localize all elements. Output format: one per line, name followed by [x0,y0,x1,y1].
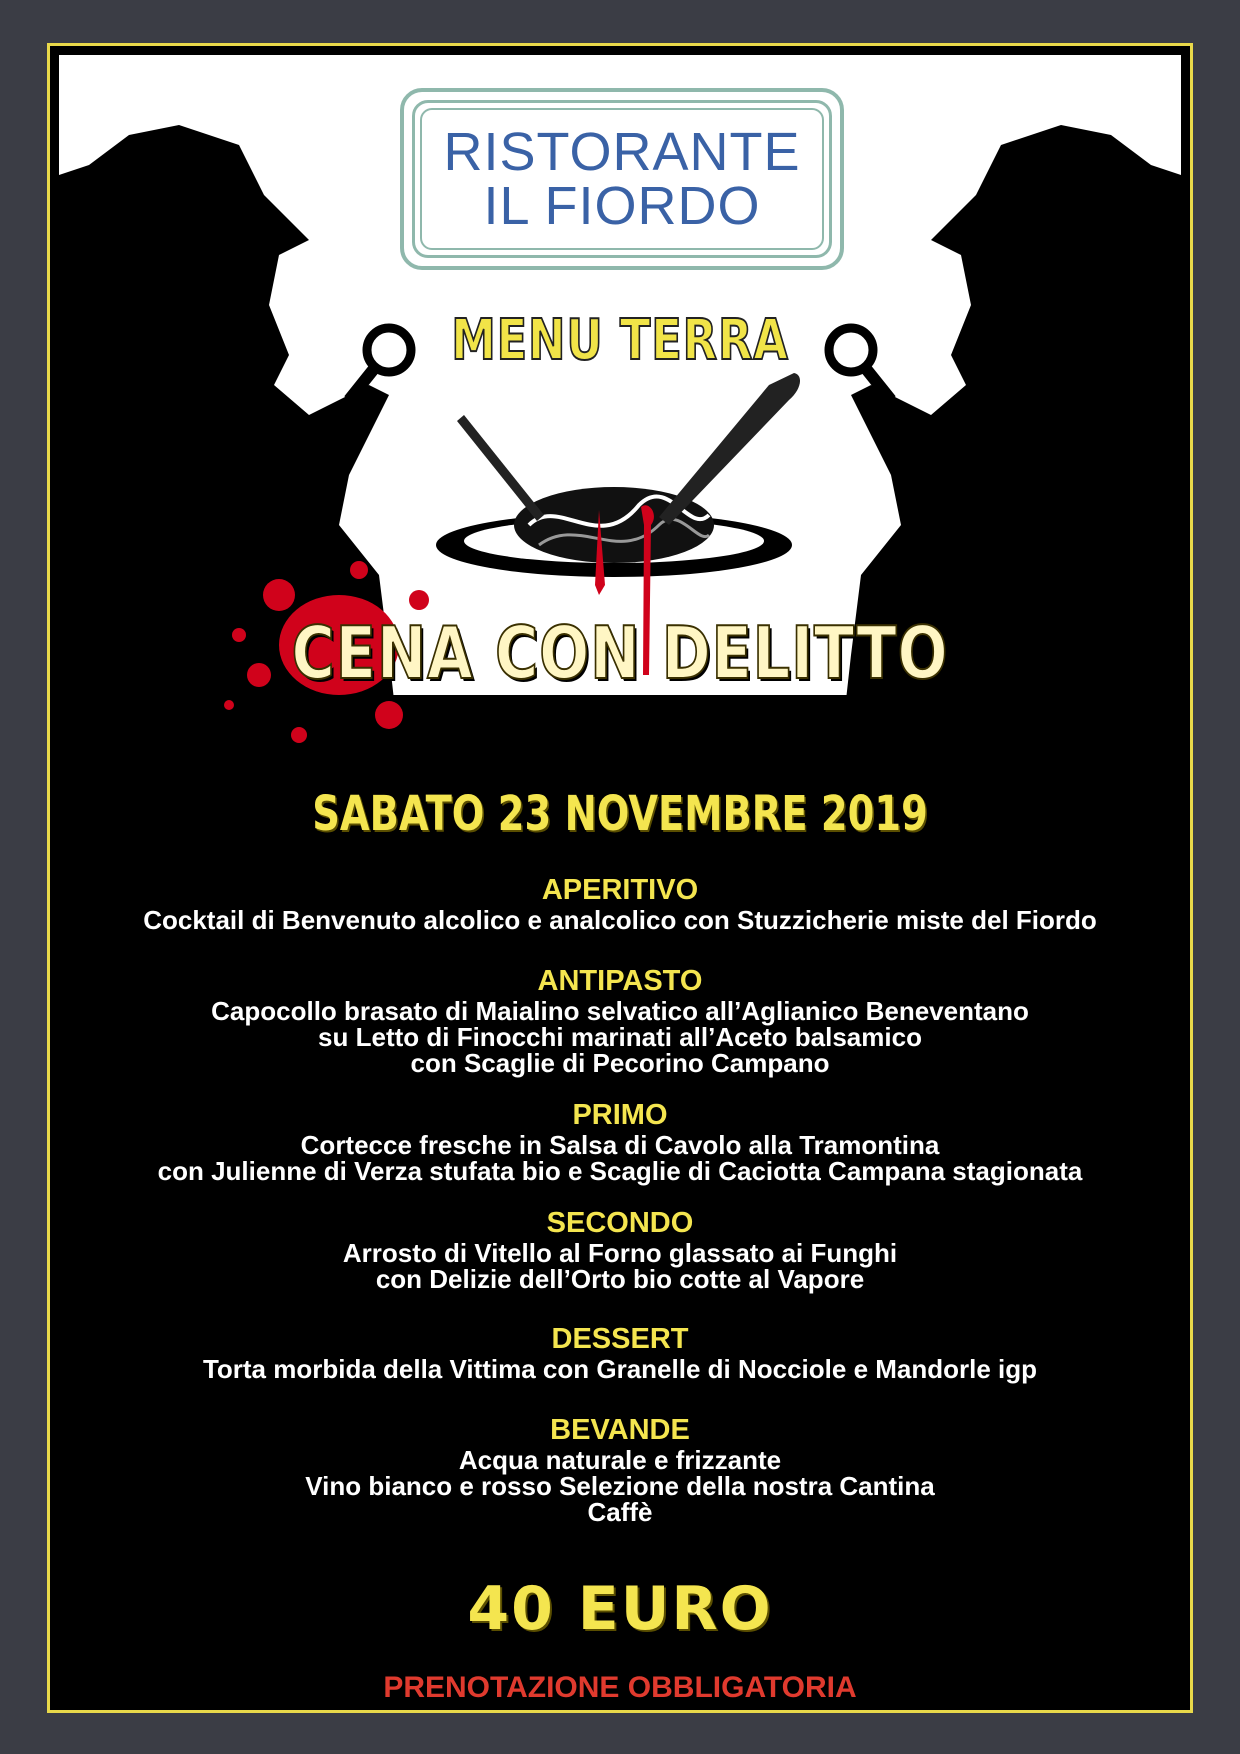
course-line: Cocktail di Benvenuto alcolico e analcolico con Stuzzicherie miste del Fiordo [143,905,1097,935]
course-primo [50,1098,1190,1184]
course-line: Arrosto di Vitello al Forno glassato ai Funghi [342,1238,898,1268]
logo-line-1: RISTORANTE [443,122,801,182]
course-secondo [50,1206,1190,1292]
course-heading: DESSERT [551,1323,689,1355]
logo-line-2: IL FIORDO [483,176,761,236]
course-aperitivo [50,873,1190,933]
course-line: Torta morbida della Vittima con Granelle di Nocciole e Mandorle igp [202,1354,1038,1384]
course-line: Acqua naturale e frizzante [458,1445,782,1475]
menu-poster [47,43,1193,1713]
course-line: Capocollo brasato di Maialino selvatico all’Aglianico Beneventano [211,996,1029,1026]
course-bevande [50,1413,1190,1525]
course-antipasto [50,964,1190,1076]
price: 40 EURO [467,1574,773,1644]
course-heading: PRIMO [572,1099,668,1131]
course-line: con Delizie dell’Orto bio cotte al Vapore [375,1264,865,1294]
course-heading: APERITIVO [541,874,699,906]
menu-title: MENU TERRA [451,308,789,373]
booking-note: PRENOTAZIONE OBBLIGATORIA [383,1671,857,1704]
course-heading: BEVANDE [550,1414,690,1446]
course-line: su Letto di Finocchi marinati all’Aceto balsamico [318,1022,922,1052]
course-line: con Julienne di Verza stufata bio e Scaglie di Caciotta Campana stagionata [157,1156,1083,1186]
course-line: Vino bianco e rosso Selezione della nostra Cantina [305,1471,935,1501]
course-dessert [50,1322,1190,1382]
course-line: Caffè [587,1497,653,1527]
course-heading: ANTIPASTO [537,965,703,997]
course-line: con Scaglie di Pecorino Campano [410,1048,830,1078]
course-heading: SECONDO [546,1207,694,1239]
event-title: CENA CON DELITTO [291,611,949,695]
course-line: Cortecce fresche in Salsa di Cavolo alla Tramontina [300,1130,940,1160]
event-date: SABATO 23 NOVEMBRE 2019 [312,786,928,842]
